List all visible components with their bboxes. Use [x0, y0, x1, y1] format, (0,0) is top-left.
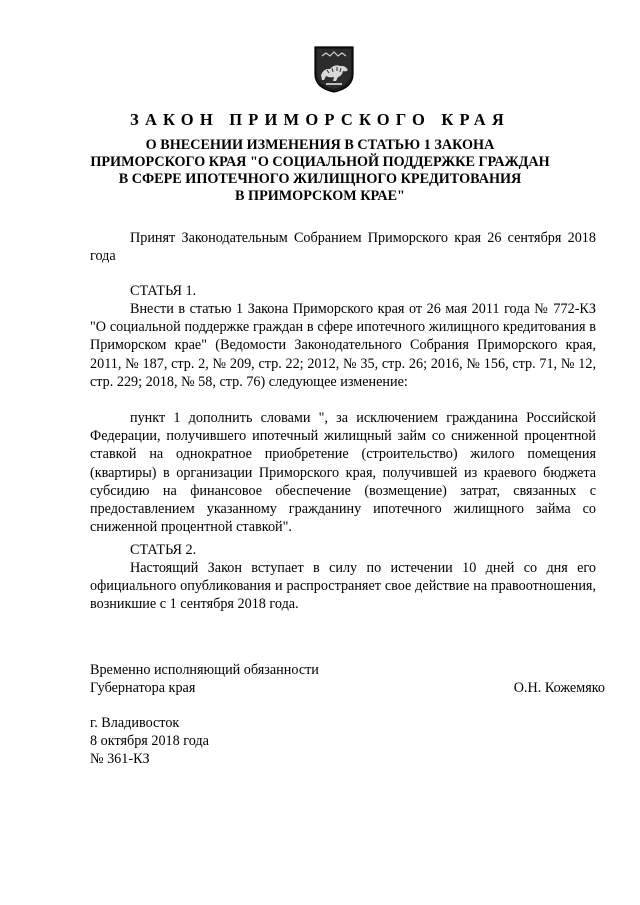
- primorsky-krai-coat-of-arms-icon: [312, 44, 356, 94]
- subject-line: ПРИМОРСКОГО КРАЯ "О СОЦИАЛЬНОЙ ПОДДЕРЖКЕ ГРАЖДАН: [90, 154, 550, 170]
- article-1-intro: Внести в статью 1 Закона Приморского края от 26 мая 2011 года № 772-КЗ "О социальной поддержке граждан в сфере ипотечного жилищного кредитования в Приморском крае" (Ведомости Законодательного Собрания Приморского края, 2011, № 187, стр. 2, № 209, стр. 22; 2012, № 35, стр. 26; 2016, № 156, стр. 71, № 12, стр. 229; 2018, № 58, стр. 76) следующее изменение:: [90, 301, 596, 390]
- issue-details: [90, 714, 390, 769]
- law-title: ЗАКОН ПРИМОРСКОГО КРАЯ: [130, 110, 510, 129]
- adoption-note: Принят Законодательным Собранием Приморского края 26 сентября 2018 года: [90, 230, 596, 265]
- issue-date: 8 октября 2018 года: [90, 733, 209, 750]
- issue-place: г. Владивосток: [90, 715, 180, 731]
- subject-line: В ПРИМОРСКОМ КРАЕ": [235, 188, 405, 204]
- law-subject: [70, 137, 570, 205]
- article-1-amendment: пункт 1 дополнить словами ", за исключением гражданина Российской Федерации, получившего ипотечный жилищный займ со сниженной процентной ставкой на однократное приобретение (строительство) жилого помещения (квартиры) в организации Приморского края, получившей из краевого бюджета субсидию на финансовое обеспечение (возмещение) затрат, связанных с предоставлением указанному гражданину ипотечного жилищного займа со сниженной процентной ставкой".: [90, 410, 596, 536]
- subject-line: О ВНЕСЕНИИ ИЗМЕНЕНИЯ В СТАТЬЮ 1 ЗАКОНА: [145, 137, 495, 153]
- position-line: Губернатора края: [90, 680, 196, 697]
- article-2-text: Настоящий Закон вступает в силу по истечении 10 дней со дня его официального опубликования и распространяет свое действие на правоотношения, возникшие с 1 сентября 2018 года.: [90, 560, 596, 613]
- subject-line: В СФЕРЕ ИПОТЕЧНОГО ЖИЛИЩНОГО КРЕДИТОВАНИЯ: [118, 171, 522, 187]
- article-2-heading: СТАТЬЯ 2.: [130, 542, 197, 558]
- signatory-name: О.Н. Кожемяко: [513, 680, 605, 696]
- signatory-position: [90, 661, 390, 697]
- law-number: № 361-КЗ: [90, 751, 150, 768]
- position-line: Временно исполняющий обязанности: [90, 662, 319, 678]
- article-1-heading: СТАТЬЯ 1.: [130, 283, 197, 299]
